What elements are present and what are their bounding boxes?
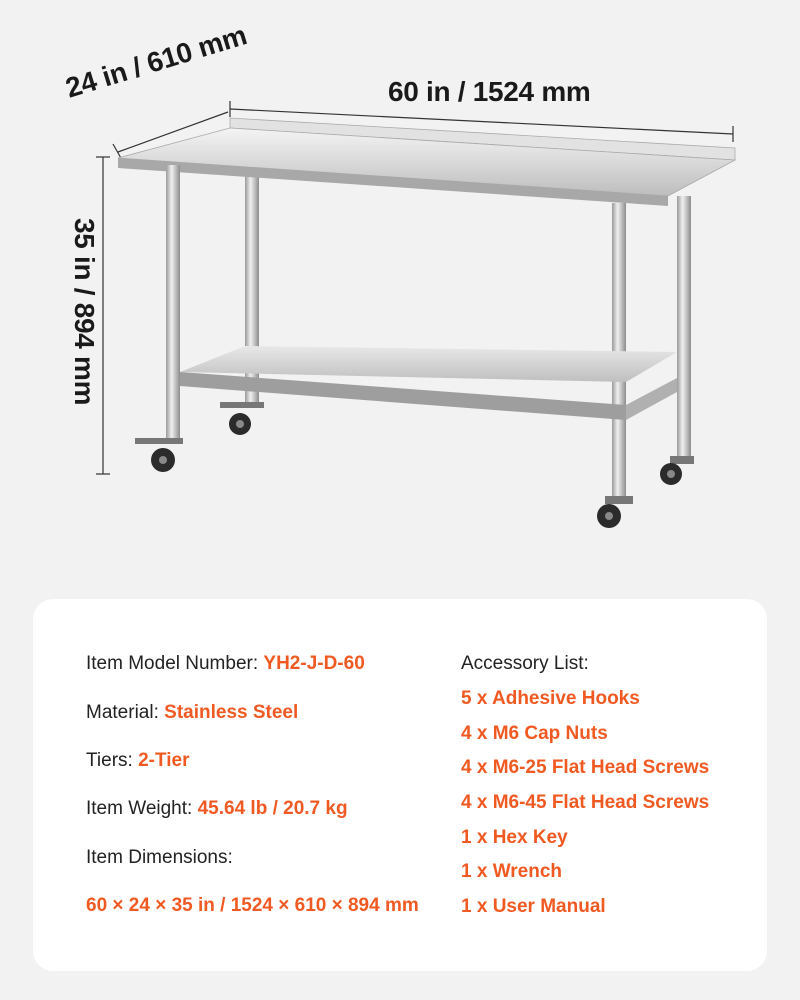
spec-material-label: Material: bbox=[86, 702, 165, 723]
spec-tiers-value: 2-Tier bbox=[138, 750, 190, 771]
spec-dimensions-label-row bbox=[86, 847, 233, 869]
spec-material bbox=[86, 702, 298, 724]
spec-tiers-label: Tiers: bbox=[86, 750, 139, 771]
spec-tiers bbox=[86, 750, 189, 772]
accessory-item: 4 x M6 Cap Nuts bbox=[461, 723, 608, 744]
accessory-item: 1 x Wrench bbox=[461, 861, 563, 882]
accessory-list-title: Accessory List: bbox=[461, 653, 589, 674]
spec-model-value: YH2-J-D-60 bbox=[263, 653, 365, 674]
accessory-item: 1 x Hex Key bbox=[461, 827, 568, 848]
height-dimension-label: 35 in / 894 mm bbox=[69, 218, 100, 406]
spec-weight-value: 45.64 lb / 20.7 kg bbox=[197, 798, 348, 819]
caster-front-right bbox=[597, 496, 633, 528]
depth-dimension-label: 24 in / 610 mm bbox=[62, 19, 251, 104]
spec-dimensions-label: Item Dimensions: bbox=[86, 847, 233, 868]
accessory-item: 4 x M6-45 Flat Head Screws bbox=[461, 792, 710, 813]
spec-weight-label: Item Weight: bbox=[86, 798, 198, 819]
specification-card bbox=[33, 599, 767, 971]
caster-front-left bbox=[135, 438, 183, 472]
width-dimension-label: 60 in / 1524 mm bbox=[388, 76, 591, 107]
spec-model bbox=[86, 653, 365, 675]
spec-material-value: Stainless Steel bbox=[164, 702, 299, 723]
spec-dimensions-value-row bbox=[86, 895, 419, 917]
spec-weight bbox=[86, 798, 348, 820]
spec-dimensions-value: 60 × 24 × 35 in / 1524 × 610 × 894 mm bbox=[86, 895, 419, 916]
caster-back-left bbox=[220, 402, 264, 435]
caster-back-right bbox=[660, 456, 694, 485]
spec-model-label: Item Model Number: bbox=[86, 653, 264, 674]
accessory-item: 4 x M6-25 Flat Head Screws bbox=[461, 757, 710, 778]
accessory-item: 5 x Adhesive Hooks bbox=[461, 688, 640, 709]
accessory-item: 1 x User Manual bbox=[461, 896, 606, 917]
